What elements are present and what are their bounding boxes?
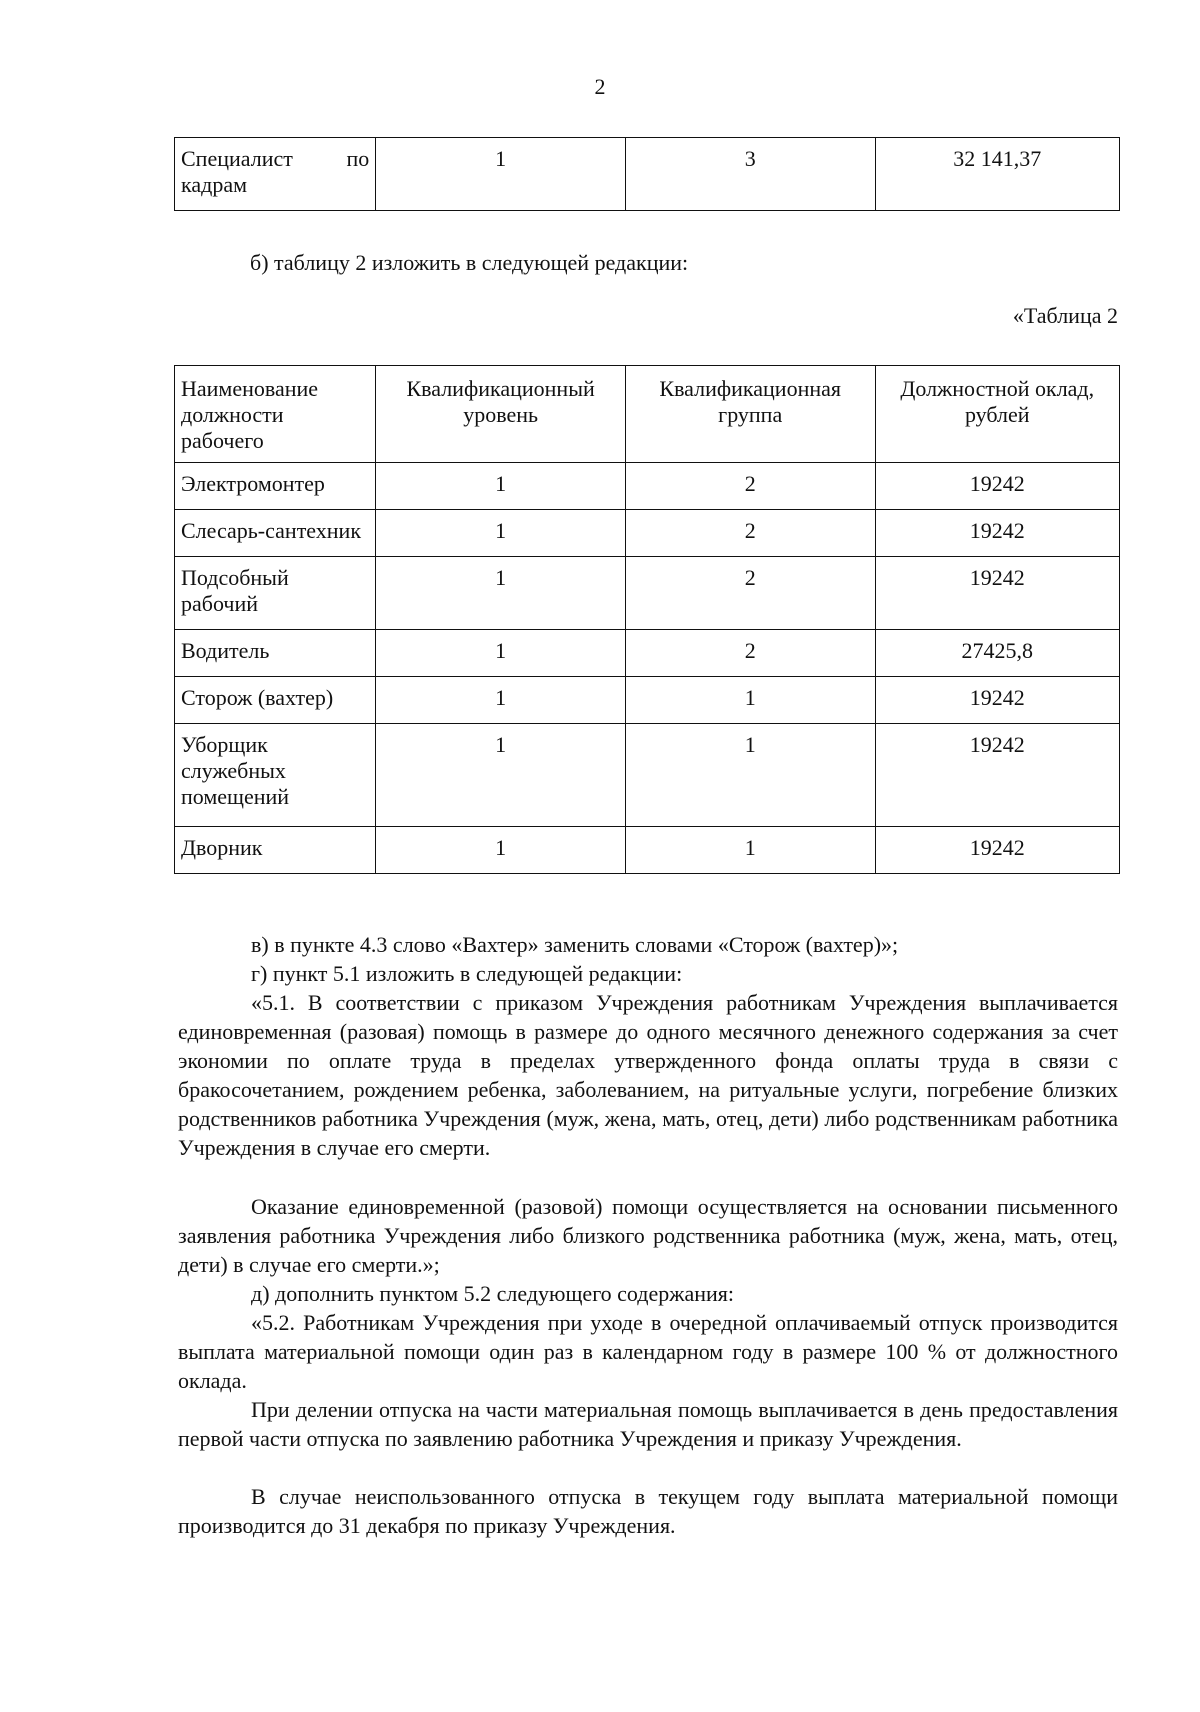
salary-cell: 27425,8	[875, 630, 1120, 677]
level-cell: 1	[376, 557, 626, 630]
position-cell: Подсобный рабочий	[175, 557, 376, 630]
paragraph-v: в) в пункте 4.3 слово «Вахтер» заменить словами «Сторож (вахтер)»;	[251, 932, 899, 957]
group-cell: 2	[625, 630, 875, 677]
group-cell: 2	[625, 510, 875, 557]
table-row	[175, 827, 1120, 874]
position-cell: Водитель	[175, 630, 376, 677]
page-number: 2	[594, 74, 606, 99]
position-cell: Электромонтер	[175, 463, 376, 510]
paragraph-d: д) дополнить пунктом 5.2 следующего содержания:	[251, 1281, 735, 1306]
position-cell: Сторож (вахтер)	[175, 677, 376, 724]
table-caption: «Таблица 2	[1012, 303, 1118, 328]
header-level: Квалификационный уровень	[376, 366, 626, 463]
header-group: Квалификационная группа	[625, 366, 875, 463]
salary-cell: 19242	[875, 677, 1120, 724]
level-cell: 1	[376, 463, 626, 510]
table-row	[175, 557, 1120, 630]
level-cell: 1	[376, 827, 626, 874]
table-2	[174, 365, 1120, 874]
group-cell: 2	[625, 557, 875, 630]
paragraph-g: г) пункт 5.1 изложить в следующей редакции:	[251, 961, 683, 986]
salary-cell: 19242	[875, 724, 1120, 827]
table-header-row	[175, 366, 1120, 463]
salary-cell: 19242	[875, 827, 1120, 874]
position-cell: Дворник	[175, 827, 376, 874]
paragraph-5-2-b: При делении отпуска на части материальная помощь выплачивается в день предоставления первой части отпуска по заявлению работника Учреждения и приказу Учреждения.	[178, 1397, 1118, 1451]
group-cell: 1	[625, 677, 875, 724]
salary-cell: 19242	[875, 463, 1120, 510]
group-cell: 3	[625, 138, 875, 211]
header-position: Наименование должности рабочего	[175, 366, 376, 463]
table-row	[175, 463, 1120, 510]
paragraph-5-1-b: Оказание единовременной (разовой) помощи осуществляется на основании письменного заявления работника Учреждения либо близкого родственника работника (муж, жена, мать, отец, дети) в случае его смерти.»;	[178, 1194, 1118, 1277]
table-row	[175, 510, 1120, 557]
position-word: Специалист	[181, 146, 293, 171]
table-row	[175, 677, 1120, 724]
position-cell	[175, 138, 376, 211]
level-cell: 1	[376, 677, 626, 724]
table-row	[175, 138, 1120, 211]
salary-cell: 19242	[875, 557, 1120, 630]
level-cell: 1	[376, 138, 626, 211]
position-word: кадрам	[181, 172, 247, 197]
group-cell: 1	[625, 724, 875, 827]
paragraph-5-2-c: В случае неиспользованного отпуска в текущем году выплата материальной помощи производится до 31 декабря по приказу Учреждения.	[178, 1484, 1118, 1538]
table-row	[175, 630, 1120, 677]
paragraph-5-1: «5.1. В соответствии с приказом Учреждения работникам Учреждения выплачивается единовременная (разовая) помощь в размере до одного месячного денежного содержания за счет экономии по оплате труда в пределах утвержденного фонда оплаты труда в связи с бракосочетанием, рождением ребенка, заболеванием, на ритуальные услуги, погребение близких родственников работника Учреждения (муж, жена, мать, отец, дети) либо родственникам работника Учреждения в случае его смерти.	[178, 990, 1118, 1160]
level-cell: 1	[376, 724, 626, 827]
position-word: по	[346, 146, 370, 171]
header-salary: Должностной оклад, рублей	[875, 366, 1120, 463]
level-cell: 1	[376, 630, 626, 677]
position-cell: Слесарь-сантехник	[175, 510, 376, 557]
table-row	[175, 724, 1120, 827]
position-cell: Уборщик служебных помещений	[175, 724, 376, 827]
salary-cell: 19242	[875, 510, 1120, 557]
group-cell: 1	[625, 827, 875, 874]
table-continuation	[174, 137, 1120, 211]
paragraph-5-2: «5.2. Работникам Учреждения при уходе в очередной оплачиваемый отпуск производится выплата материальной помощи один раз в календарном году в размере 100 % от должностного оклада.	[178, 1310, 1118, 1393]
group-cell: 2	[625, 463, 875, 510]
salary-cell: 32 141,37	[875, 138, 1120, 211]
instruction-b: б) таблицу 2 изложить в следующей редакции:	[250, 250, 689, 275]
level-cell: 1	[376, 510, 626, 557]
